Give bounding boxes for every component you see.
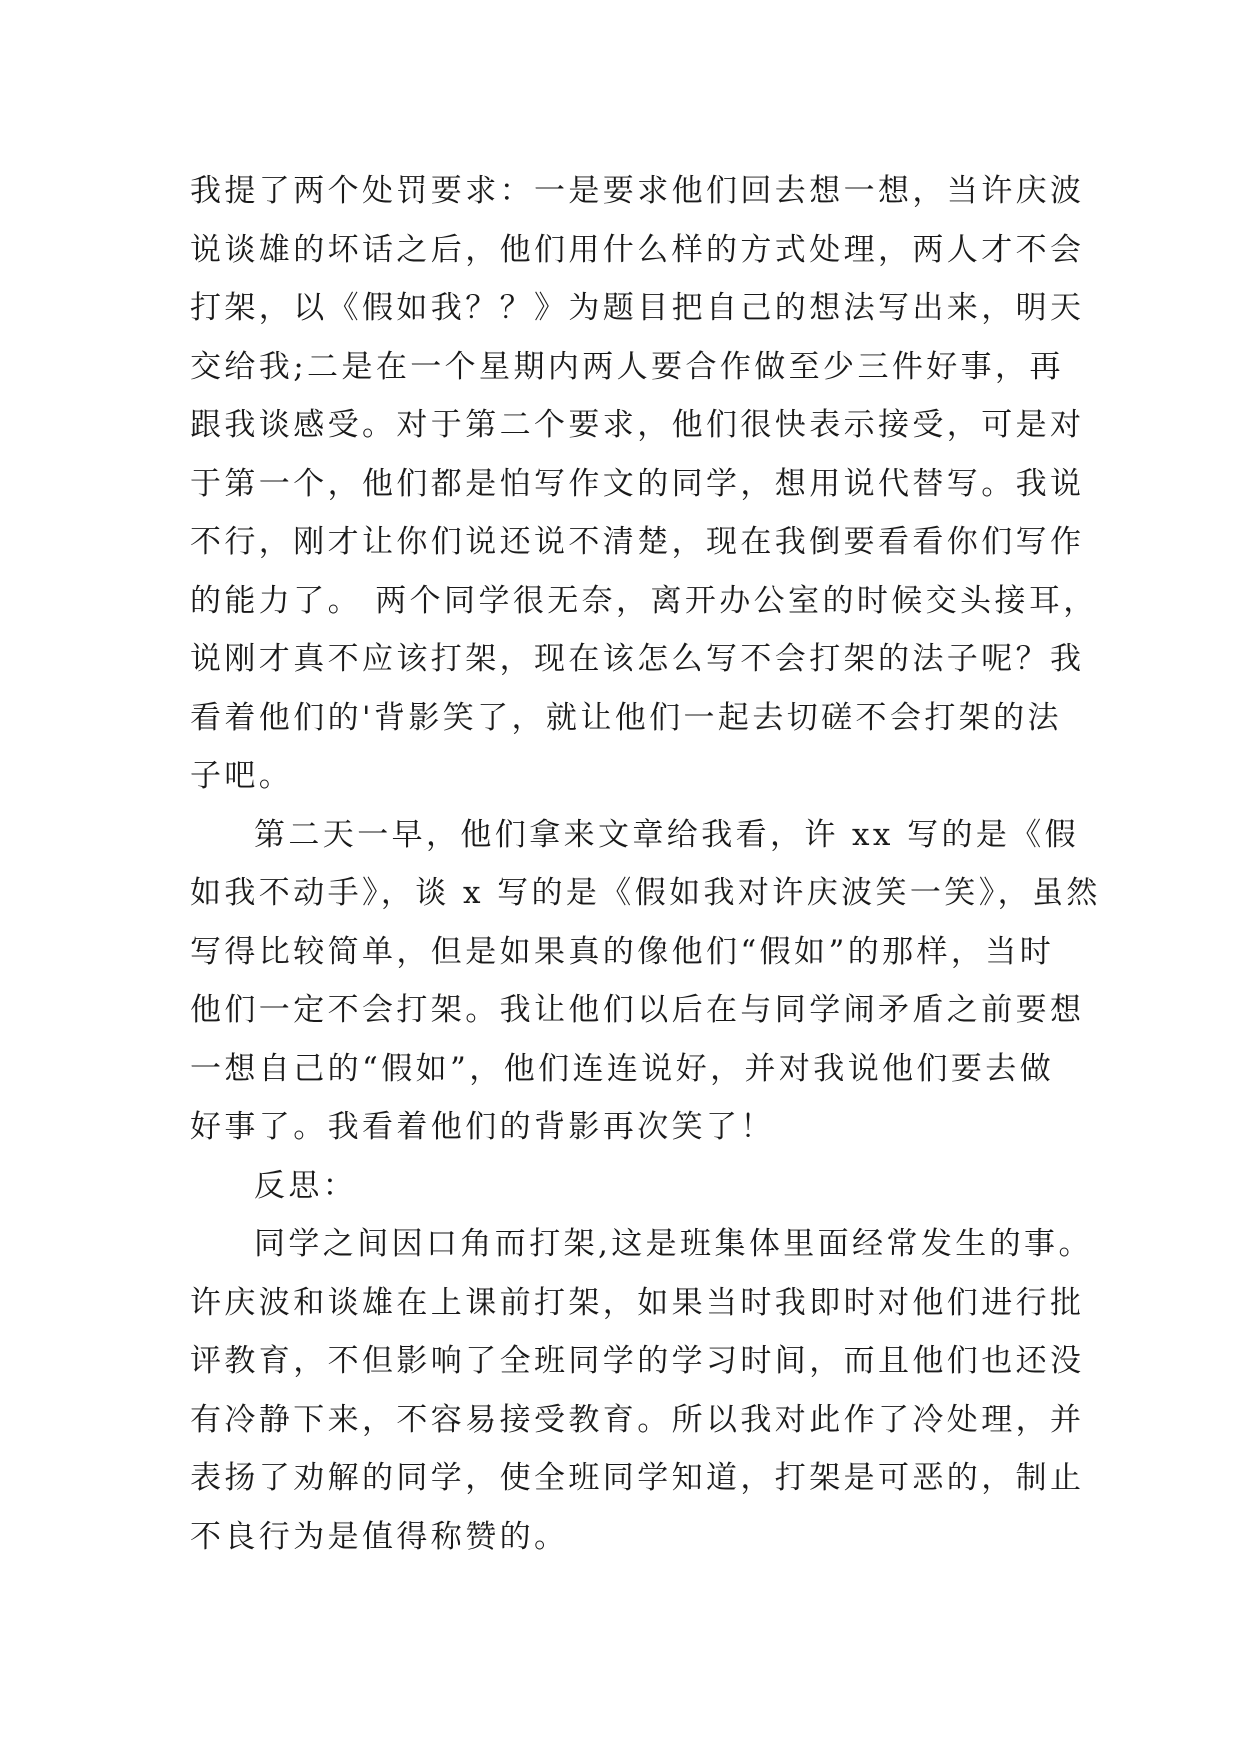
section-heading: 反思： [254,1167,358,1204]
text-line: 交给我;二是在一个星期内两人要合作做至少三件好事，再 [190,348,1064,385]
text-line: 看着他们的'背影笑了，就让他们一起去切磋不会打架的法 [190,699,1062,736]
document-body [190,162,1101,1566]
text-line: 第二天一早，他们拿来文章给我看，许 xx 写的是《假 [254,816,1080,853]
text-line: 评教育，不但影响了全班同学的学习时间，而且他们也还没 [190,1343,1085,1379]
text-line: 如我不动手》，谈 x 写的是《假如我对许庆波笑一笑》，虽然 [190,875,1101,911]
text-line: 有冷静下来，不容易接受教育。所以我对此作了冷处理，并 [190,1401,1085,1438]
text-line: 一想自己的“假如”，他们连连说好，并对我说他们要去做 [190,1050,1055,1087]
text-line: 同学之间因口角而打架,这是班集体里面经常发生的事。 [254,1226,1093,1262]
text-line: 跟我谈感受。对于第二个要求，他们很快表示接受，可是对 [190,407,1085,443]
text-line: 我提了两个处罚要求：一是要求他们回去想一想，当许庆波 [190,173,1085,209]
text-line: 子吧。 [190,758,294,794]
text-line: 不良行为是值得称赞的。 [190,1518,569,1555]
text-line: 的能力了。 两个同学很无奈，离开办公室的时候交头接耳， [190,582,1098,619]
text-line: 说谈雄的坏话之后，他们用什么样的方式处理，两人才不会 [190,231,1085,268]
text-line: 打架，以《假如我？？》为题目把自己的想法写出来，明天 [190,290,1085,326]
text-line: 不行，刚才让你们说还说不清楚，现在我倒要看看你们写作 [190,524,1085,560]
heading-reflection [190,1157,1070,1216]
text-line: 好事了。我看着他们的背影再次笑了！ [190,1109,775,1145]
text-line: 于第一个，他们都是怕写作文的同学，想用说代替写。我说 [190,465,1085,502]
paragraph-3 [190,1215,1093,1566]
text-line: 说刚才真不应该打架，现在该怎么写不会打架的法子呢？我 [190,641,1085,677]
text-line: 他们一定不会打架。我让他们以后在与同学闹矛盾之前要想 [190,992,1085,1028]
text-line: 写得比较简单，但是如果真的像他们“假如”的那样，当时 [190,933,1055,970]
text-line: 许庆波和谈雄在上课前打架，如果当时我即时对他们进行批 [190,1284,1085,1321]
paragraph-2 [190,806,1101,1157]
paragraph-1 [190,162,1098,806]
text-line: 表扬了劝解的同学，使全班同学知道，打架是可恶的，制止 [190,1460,1085,1496]
